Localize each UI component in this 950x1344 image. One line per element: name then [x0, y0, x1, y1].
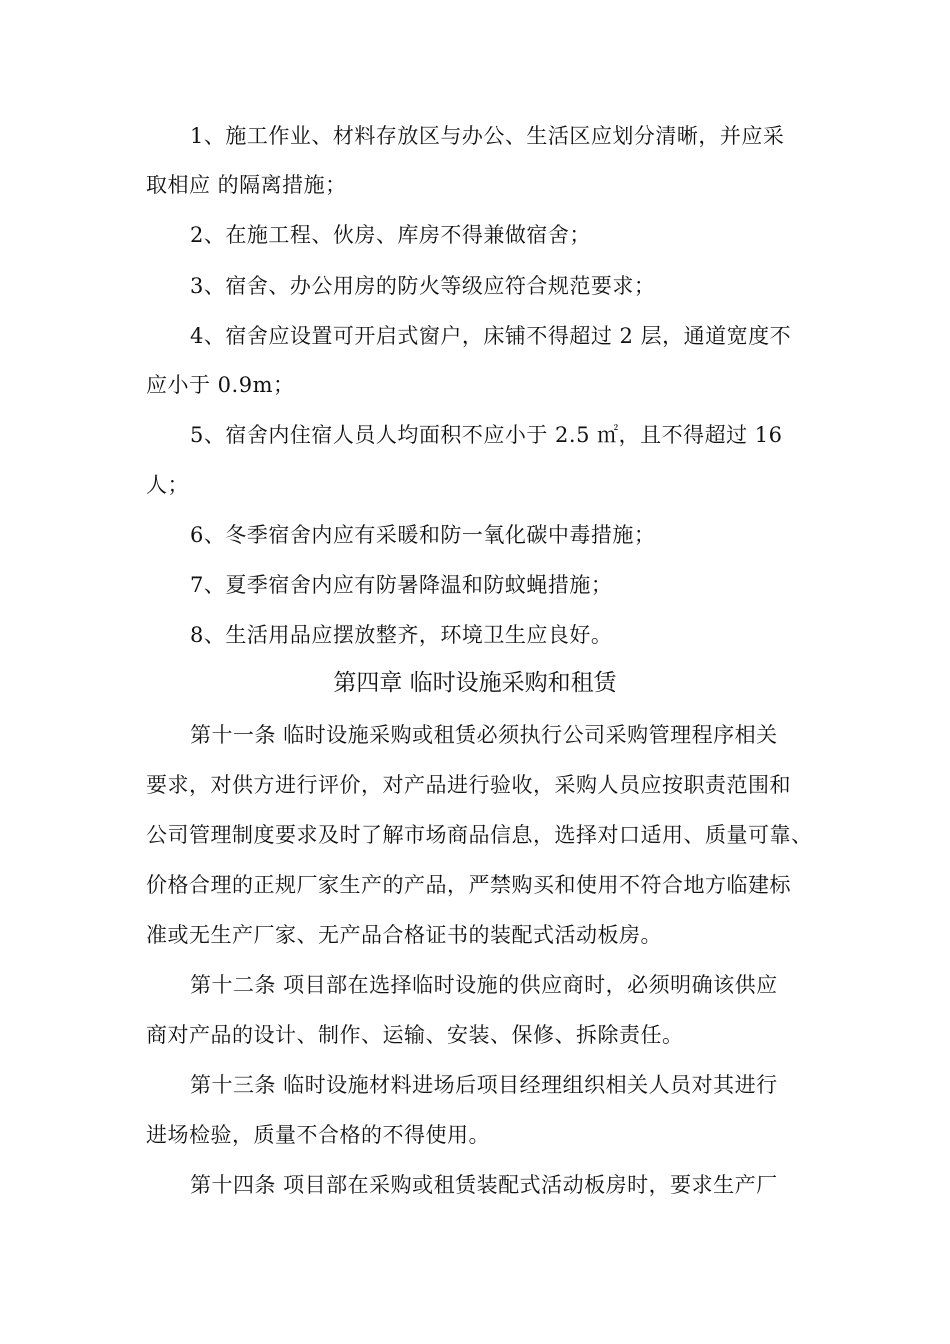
- article-12-line-1: 第十二条 项目部在选择临时设施的供应商时，必须明确该供应: [190, 973, 778, 997]
- article-13-line-2: 进场检验，质量不合格的不得使用。: [146, 1123, 490, 1147]
- article-11-line-4: 价格合理的正规厂家生产的产品，严禁购买和使用不符合地方临建标: [146, 873, 791, 897]
- item-6: 6、冬季宿舍内应有采暖和防一氧化碳中毒措施；: [190, 523, 656, 547]
- article-11-line-2: 要求，对供方进行评价，对产品进行验收，采购人员应按职责范围和: [146, 773, 791, 797]
- article-11-line-3: 公司管理制度要求及时了解市场商品信息，选择对口适用、质量可靠、: [146, 823, 813, 847]
- item-4-line-2: 应小于 0.9m；: [146, 373, 295, 397]
- item-1-line-2: 取相应 的隔离措施；: [146, 173, 347, 197]
- item-3: 3、宿舍、办公用房的防火等级应符合规范要求；: [190, 274, 656, 298]
- article-12-line-2: 商对产品的设计、制作、运输、安装、保修、拆除责任。: [146, 1023, 684, 1047]
- article-13-line-1: 第十三条 临时设施材料进场后项目经理组织相关人员对其进行: [190, 1073, 778, 1097]
- item-5-line-2: 人；: [146, 473, 189, 497]
- item-8: 8、生活用品应摆放整齐，环境卫生应良好。: [190, 623, 613, 647]
- item-7: 7、夏季宿舍内应有防暑降温和防蚊蝇措施；: [190, 573, 613, 597]
- chapter-heading: 第四章 临时设施采购和租赁: [333, 670, 617, 696]
- article-11-line-1: 第十一条 临时设施采购或租赁必须执行公司采购管理程序相关: [190, 723, 778, 747]
- item-2: 2、在施工程、伙房、库房不得兼做宿舍；: [190, 223, 591, 247]
- article-14-line-1: 第十四条 项目部在采购或租赁装配式活动板房时，要求生产厂: [190, 1173, 778, 1197]
- item-4-line-1: 4、宿舍应设置可开启式窗户，床铺不得超过 2 层，通道宽度不: [190, 324, 792, 348]
- article-11-line-5: 准或无生产厂家、无产品合格证书的装配式活动板房。: [146, 923, 662, 947]
- item-5-line-1: 5、宿舍内住宿人员人均面积不应小于 2.5 ㎡，且不得超过 16: [190, 423, 783, 447]
- item-1-line-1: 1、施工作业、材料存放区与办公、生活区应划分清晰，并应采: [190, 124, 785, 148]
